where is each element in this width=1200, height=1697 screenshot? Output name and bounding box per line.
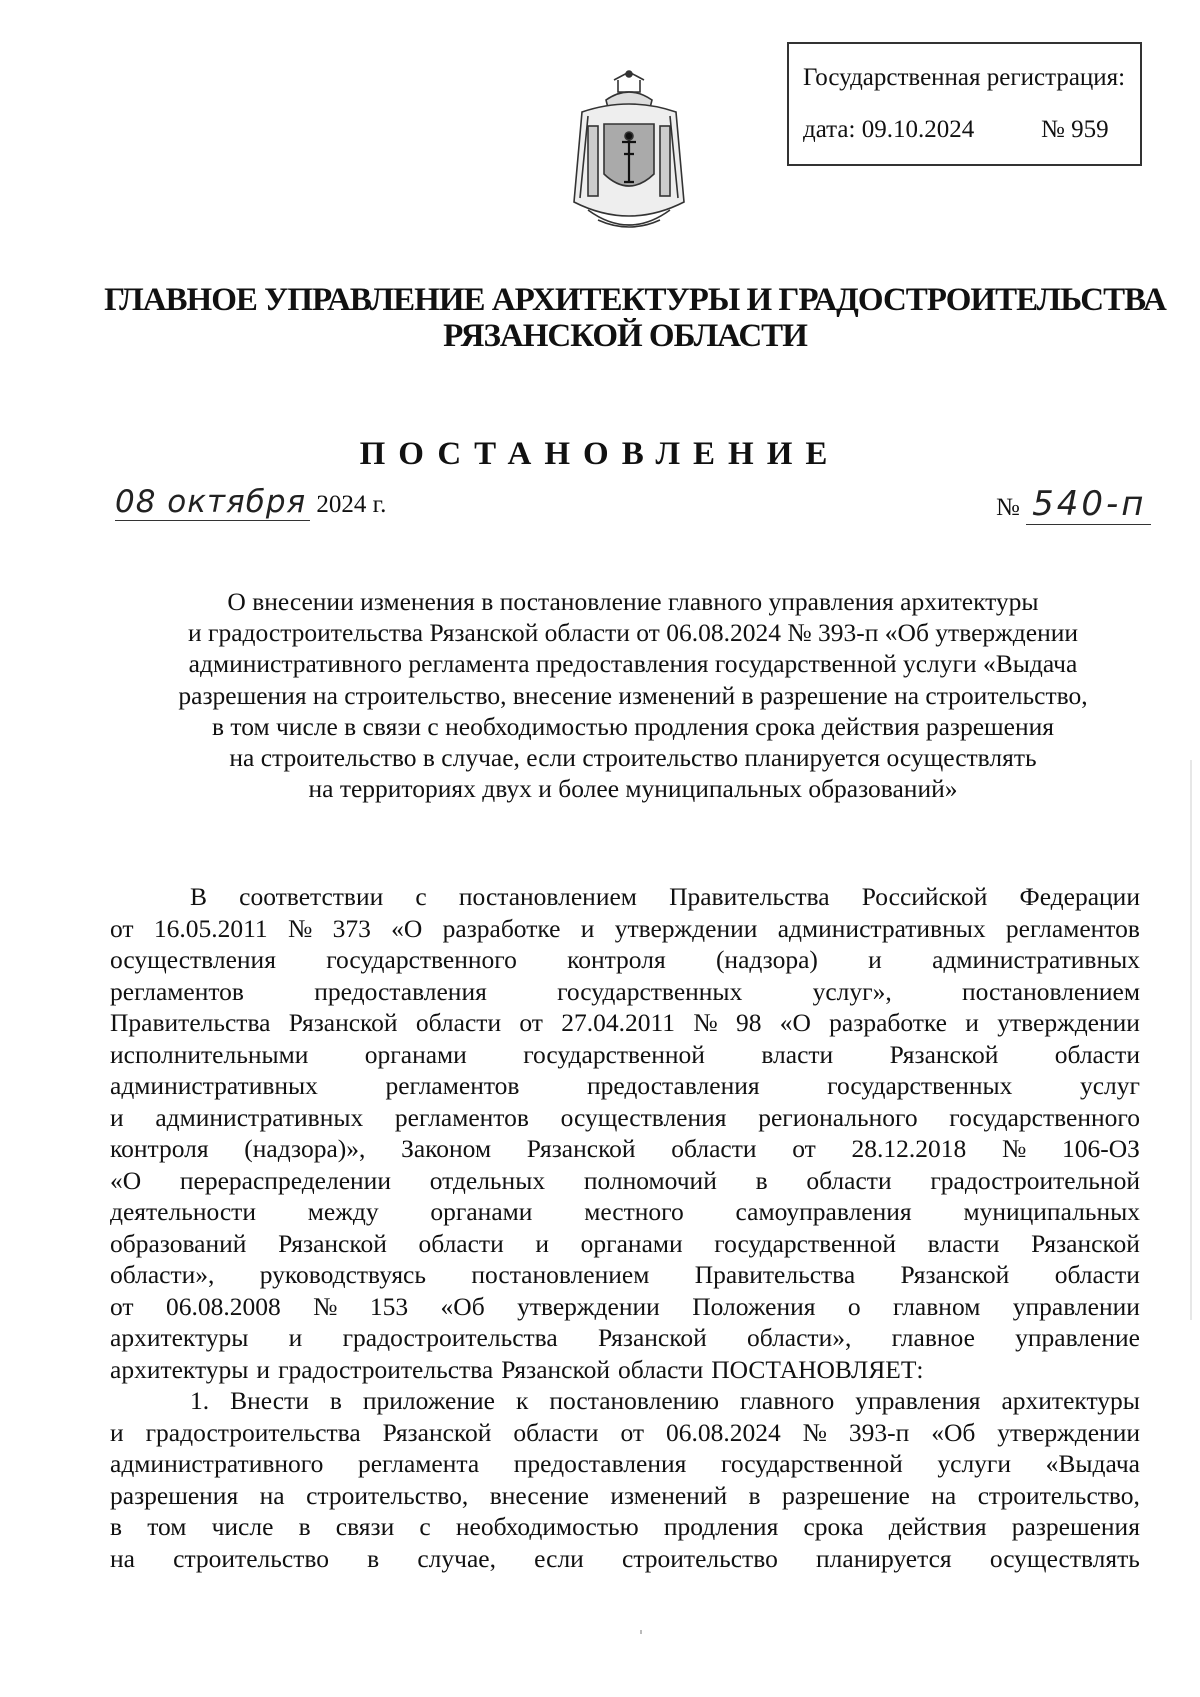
registration-stamp — [787, 42, 1142, 166]
agency-name-line2: РЯЗАНСКОЙ ОБЛАСТИ — [443, 318, 807, 354]
registration-title: Государственная регистрация: — [803, 64, 1126, 91]
subject-line: административного регламента предоставления государственной услуги «Выдача — [188, 649, 1078, 679]
scan-artifact — [1190, 760, 1192, 1320]
body-line: «О перераспределении отдельных полномочий в области градостроительной — [110, 1165, 1140, 1195]
body-line: от 16.05.2011 № 373 «О разработке и утверждении административных регламентов — [110, 913, 1140, 943]
body-line: 1. Внести в приложение к постановлению главного управления архитектуры — [190, 1386, 1140, 1415]
handwritten-date: 08 октября — [115, 484, 310, 521]
body-line: и градостроительства Рязанской области от 06.08.2024 № 393-п «Об утверждении — [110, 1417, 1140, 1447]
handwritten-number: 540-п — [1026, 484, 1150, 525]
document-date — [115, 484, 386, 521]
body-line: на строительство в случае, если строительство планируется осуществлять — [110, 1543, 1140, 1573]
body-line: архитектуры и градостроительства Рязанской области ПОСТАНОВЛЯЕТ: — [110, 1354, 924, 1384]
body-line: в том числе в связи с необходимостью продления срока действия разрешения — [110, 1512, 1140, 1541]
document-type: ПОСТАНОВЛЕНИЕ — [359, 436, 841, 472]
body-line: и административных регламентов осуществления регионального государственного — [110, 1102, 1140, 1132]
body-line: регламентов предоставления государственных услуг», постановлением — [110, 976, 1140, 1006]
scan-artifact — [640, 1630, 642, 1634]
agency-name-line1: ГЛАВНОЕ УПРАВЛЕНИЕ АРХИТЕКТУРЫ И ГРАДОСТРОИТЕЛЬСТВА — [104, 282, 1166, 318]
subject-line: на территориях двух и более муниципальных образований» — [308, 774, 958, 804]
body-line: В соответствии с постановлением Правительства Российской Федерации — [190, 882, 1140, 911]
registration-number: № 959 — [1041, 116, 1109, 143]
body-line: от 06.08.2008 № 153 «Об утверждении Положения о главном управлении — [110, 1291, 1140, 1321]
body-line: исполнительными органами государственной власти Рязанской области — [110, 1039, 1140, 1069]
subject-line: О внесении изменения в постановление главного управления архитектуры — [227, 587, 1039, 616]
document-subject — [118, 586, 1148, 804]
subject-line: на строительство в случае, если строительство планируется осуществлять — [229, 743, 1037, 773]
document-body — [110, 881, 1140, 1574]
body-line: административных регламентов предоставления государственных услуг — [110, 1071, 1140, 1100]
body-line: административного регламента предоставления государственной услуги «Выдача — [110, 1449, 1140, 1478]
body-line: образований Рязанской области и органами государственной власти Рязанской — [110, 1228, 1140, 1258]
body-line: Правительства Рязанской области от 27.04.2011 № 98 «О разработке и утверждении — [110, 1008, 1140, 1037]
body-line: деятельности между органами местного самоуправления муниципальных — [110, 1197, 1140, 1226]
body-line: разрешения на строительство, внесение изменений в разрешение на строительство, — [110, 1480, 1140, 1510]
document-number — [996, 484, 1151, 525]
subject-line: и градостроительства Рязанской области от 06.08.2024 № 393-п «Об утверждении — [187, 618, 1079, 648]
body-line: контроля (надзора)», Законом Рязанской области от 28.12.2018 № 106-ОЗ — [110, 1134, 1140, 1163]
body-line: осуществления государственного контроля (надзора) и административных — [110, 945, 1140, 974]
registration-date: дата: 09.10.2024 — [803, 116, 975, 143]
document-year: 2024 г. — [316, 491, 387, 518]
subject-line: в том числе в связи с необходимостью продления срока действия разрешения — [211, 711, 1055, 741]
body-line: области», руководствуясь постановлением Правительства Рязанской области — [110, 1260, 1140, 1289]
subject-line: разрешения на строительство, внесение изменений в разрешение на строительство, — [178, 680, 1088, 710]
coat-of-arms-icon — [558, 70, 700, 240]
body-line: архитектуры и градостроительства Рязанской области», главное управление — [110, 1323, 1140, 1352]
number-sign: № — [996, 494, 1020, 521]
